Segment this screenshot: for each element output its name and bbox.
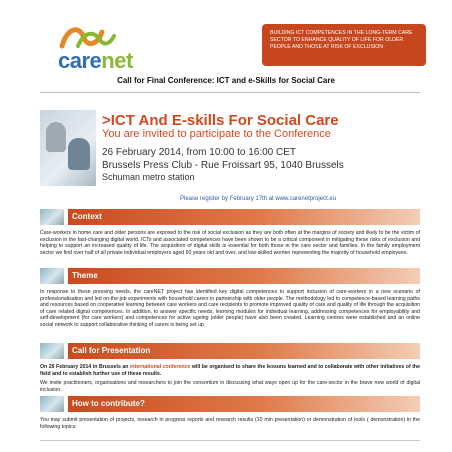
section-header-contribute [40,396,420,412]
call-title: Call for Final Conference: ICT and e-Skills for Social Care [117,76,335,85]
call-text: On 26 February 2014 in Brussels an international conference will be organised to share the lessons learned and to collaborate with other initiatives of the field and to establish further use of these results. [40,364,420,377]
section-header-context [40,209,420,225]
logo-wordmark: carenet [58,48,133,73]
logo-swoosh-icon [58,24,118,50]
theme-text: In response to these pressing needs, the careNET project has identified key digital competences to support inclusion of care-workers in a new scenario of professionalisation and led on-the-job experiments with household carers in partnership with older people. The methodology led to competence-based learning paths and resources based on cooperative learning between care workers and care recipients to promote improved quality of care and quality of life through the acquisition of care related digital competences. In addition, to answer specific needs, learning modules for individual learning, addressing competences for employability and self-development (for care workers) and competences for active ageing (older people) have also been created. Learning centres were established and an online social network to support collaborative thinking of carers is being set up. [40,289,420,328]
context-text: Care-workers in home care and older persons are exposed to the risk of social exclusion as they are both often at the margins of society and likely to be the victim of exclusion in the fast-changing digital world. ICTs and associated competences have been shown to be a critical component in mitigating these risks of exclusion and helping to support an increased quality of life. The acquisition of digital skills is essential for both those in the care sector and families. In the family employment sector we find over half of all private individual employers aged 60 years old and over, and low-skilled women representing the majority of household employees. [40,230,420,256]
section-header-call [40,343,420,359]
header [40,22,425,73]
section-title: How to contribute? [68,396,420,412]
hero-photo [40,110,96,186]
photo-figure [46,122,66,152]
call-invite-text: We invite practitioners, organisations and researchers to join the consortium in discussing what ways open up for the care-sector in the brave new world of digital inclusion. [40,380,420,393]
event-metro: Schuman metro station [102,172,195,182]
event-place: Brussels Press Club - Rue Froissart 95, 1040 Brussels [102,160,344,171]
section-title: Call for Presentation [68,343,420,359]
section-thumbnail [40,268,64,284]
section-header-theme [40,268,420,284]
footer-divider [40,440,420,441]
section-thumbnail [40,209,64,225]
photo-figure [68,138,90,170]
section-thumbnail [40,396,64,412]
section-thumbnail [40,343,64,359]
contribute-text: You may submit presentation of projects, research in progress reports and research results (10 min presentation) or demonstration of tools ( demonstration) in the following topics: [40,417,420,430]
register-link[interactable]: Please register by February 17th at www.carenetproject.eu [180,196,337,202]
event-date: 26 February 2014, from 10:00 to 16:00 CET [102,147,296,158]
header-banner: BUILDING ICT COMPETENCES IN THE LONG-TERM CARE SECTOR TO ENHANCE QUALITY OF LIFE FOR OLDER PEOPLE AND THOSE AT RISK OF EXCLUSION [262,24,426,66]
section-title: Theme [68,268,420,284]
hero-subtitle: You are invited to participate to the Conference [102,128,331,140]
divider [40,92,420,93]
hero-title: >ICT And E-skills For Social Care [102,112,339,129]
carenet-logo [58,24,138,73]
section-title: Context [68,209,420,225]
